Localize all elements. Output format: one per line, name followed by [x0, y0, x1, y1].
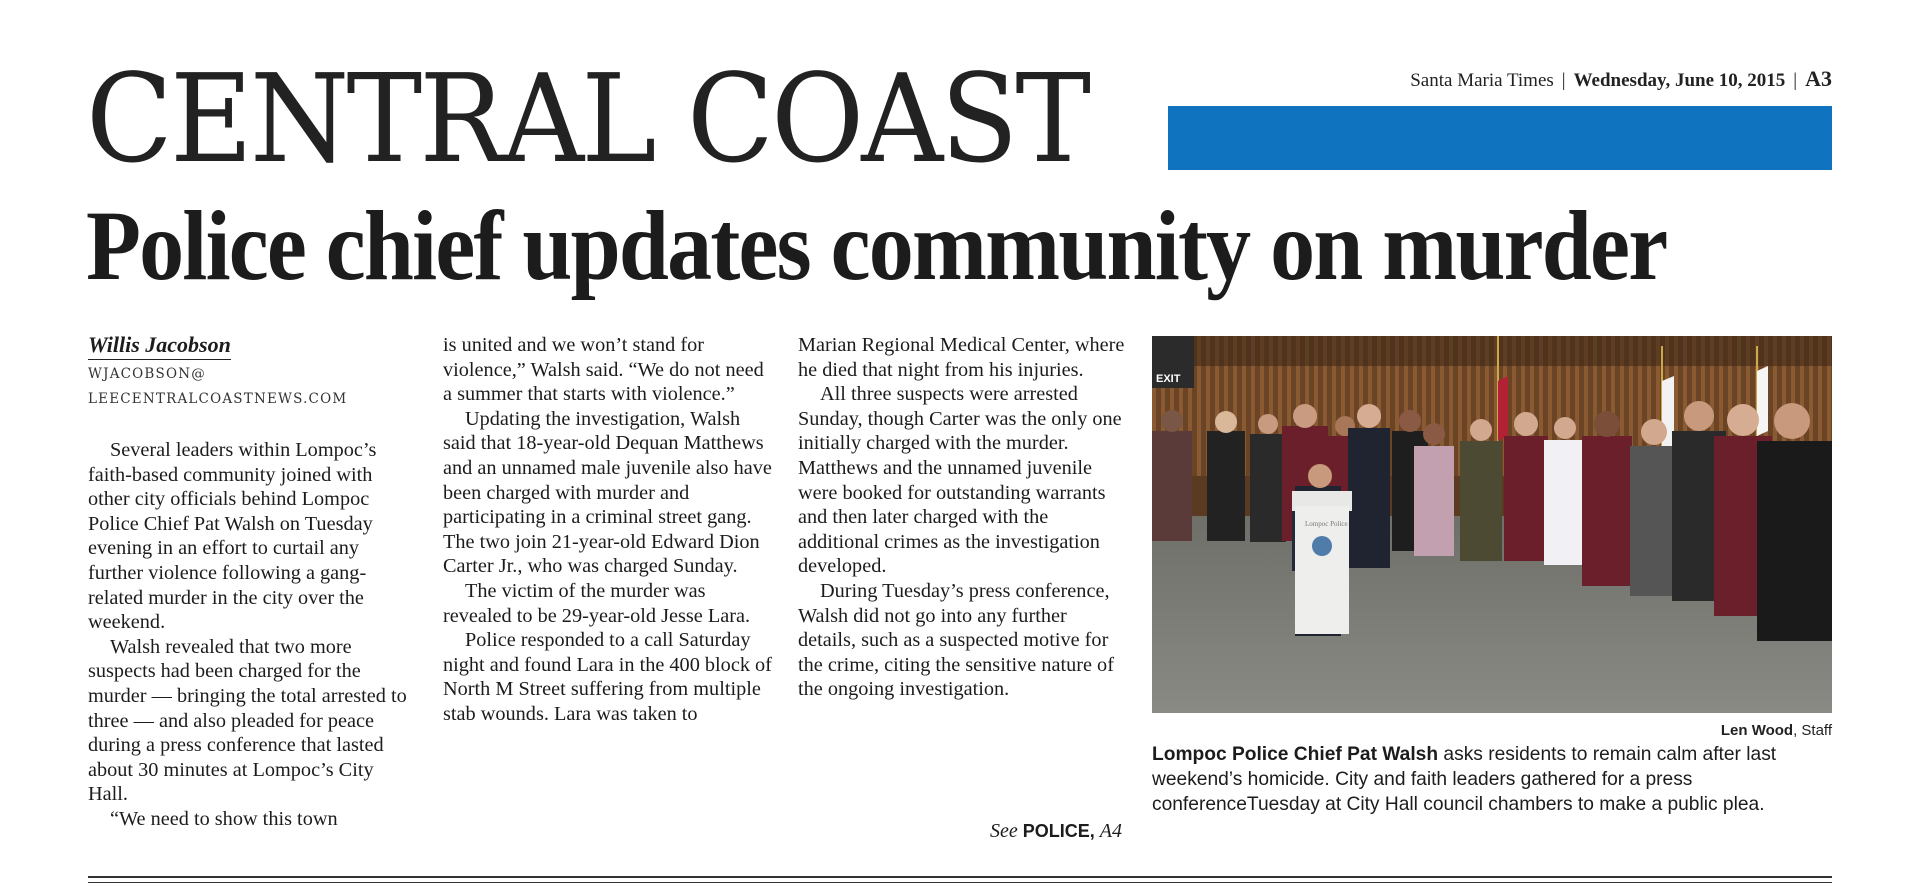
paper-name: Santa Maria Times — [1410, 70, 1554, 91]
article-paragraph: “We need to show this town — [110, 807, 338, 830]
article-paragraph: All three suspects were arrested Sunday, though Carter was the only one initially charged with the murder. Matthews and the unnamed juvenile were booked for outstanding warrants and then later charged with the additional crimes as the investigation developed. — [798, 383, 1122, 578]
photo-caption — [1152, 742, 1834, 817]
jump-reference[interactable] — [990, 820, 1122, 843]
article-paragraph: Police responded to a call Saturday night and found Lara in the 400 block of North M Street suffering from multiple stab wounds. Lara was taken to — [443, 629, 772, 725]
article-column-2 — [443, 333, 773, 727]
caption-lead: Lompoc Police Chief Pat Walsh — [1152, 744, 1439, 765]
page-number: A3 — [1805, 66, 1832, 91]
article-paragraph: Marian Regional Medical Center, where he died that night from his injuries. — [798, 334, 1125, 381]
article-paragraph: During Tuesday’s press conference, Walsh did not go into any further details, such as a suspected motive for the crime, citing the sensitive nature of the ongoing investigation. — [798, 579, 1114, 701]
bottom-rule — [88, 876, 1832, 878]
masthead-separator: | — [1793, 70, 1798, 91]
masthead-separator: | — [1561, 70, 1566, 91]
article-paragraph: is united and we won’t stand for violence,” Walsh said. “We do not need a summer that starts with violence.” — [443, 334, 764, 406]
accent-bar — [1168, 106, 1832, 170]
exit-sign: EXIT — [1156, 373, 1181, 385]
article-column-3 — [798, 333, 1128, 702]
photo-credit-name: Len Wood — [1720, 722, 1794, 739]
article-paragraph: The victim of the murder was revealed to be 29-year-old Jesse Lara. — [443, 579, 751, 627]
podium-text: Lompoc Police — [1305, 520, 1348, 528]
jump-tag: POLICE, — [1022, 821, 1095, 841]
jump-page: A4 — [1099, 820, 1122, 842]
byline-email — [88, 362, 418, 412]
byline-email-line-2: LEECENTRALCOASTNEWS.COM — [88, 391, 348, 407]
press-conference-photo — [1152, 336, 1832, 713]
issue-date: Wednesday, June 10, 2015 — [1573, 70, 1786, 91]
byline-name: Willis Jacobson — [88, 333, 231, 360]
jump-see: See — [990, 820, 1018, 842]
caption-body: asks residents to remain calm after last weekend’s homicide. City and faith leaders gathered for a press conferenceTuesday at City Hall council chambers to make a public plea. — [1152, 744, 1777, 815]
masthead — [1410, 66, 1832, 92]
article-paragraph: Walsh revealed that two more suspects had been charged for the murder — bringing the total arrested to three — and also pleaded for peace during a press conference that lasted about 30 minutes at Lompoc’s City Hall. — [88, 635, 407, 806]
article-paragraph: Several leaders within Lompoc’s faith-based community joined with other city officials behind Lompoc Police Chief Pat Walsh on Tuesday evening in an effort to curtail any further violence following a gang-related murder in the city over the weekend. — [88, 439, 377, 634]
byline-email-line-1: WJACOBSON@ — [88, 366, 206, 382]
article-column-1 — [88, 333, 418, 832]
bottom-rule — [88, 882, 1832, 883]
section-title: CENTRAL COAST — [86, 48, 1089, 190]
photo-credit — [1721, 722, 1832, 739]
headline: Police chief updates community on murder — [86, 190, 1667, 301]
article-paragraph: Updating the investigation, Walsh said that 18-year-old Dequan Matthews and an unnamed male juvenile also have been charged with murder and participating in a criminal street gang. The two join 21-year-old Edward Dion Carter Jr., who was charged Sunday. — [443, 407, 772, 578]
photo-credit-role: , Staff — [1793, 722, 1832, 739]
